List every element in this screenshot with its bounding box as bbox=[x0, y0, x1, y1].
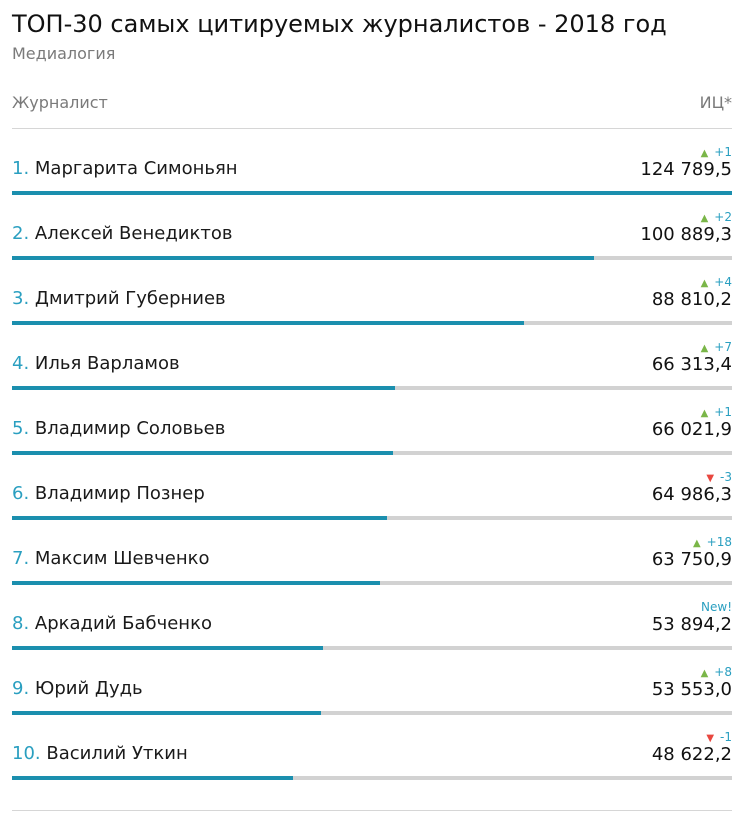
journalist-name: Максим Шевченко bbox=[34, 548, 210, 569]
rank-change-badge bbox=[701, 405, 732, 419]
rank-number: 9. bbox=[12, 678, 35, 699]
journalist-label bbox=[12, 548, 210, 569]
journalist-name: Василий Уткин bbox=[46, 743, 188, 764]
index-value: 88 810,2 bbox=[651, 289, 732, 310]
journalist-label bbox=[12, 743, 188, 764]
journalist-name: Юрий Дудь bbox=[34, 678, 143, 699]
rank-change-badge bbox=[706, 470, 732, 484]
journalist-label bbox=[12, 288, 226, 309]
journalist-label bbox=[12, 418, 225, 439]
chart-subtitle: Медиалогия bbox=[12, 44, 116, 63]
rank-number: 2. bbox=[12, 223, 35, 244]
table-row bbox=[12, 390, 732, 455]
rank-number: 6. bbox=[12, 483, 35, 504]
rank-change-badge bbox=[701, 340, 732, 354]
rank-change-value: +1 bbox=[714, 145, 732, 159]
header-divider bbox=[12, 128, 732, 129]
journalist-name: Маргарита Симоньян bbox=[34, 158, 238, 179]
rank-change-value: +8 bbox=[714, 665, 732, 679]
journalist-label bbox=[12, 613, 212, 634]
triangle-up-icon: ▲ bbox=[700, 148, 709, 159]
index-value: 63 750,9 bbox=[651, 549, 732, 570]
triangle-up-icon: ▲ bbox=[700, 668, 709, 679]
index-value: 53 894,2 bbox=[651, 614, 732, 635]
rank-change-badge bbox=[701, 665, 732, 679]
index-value: 64 986,3 bbox=[651, 484, 732, 505]
rank-number: 8. bbox=[12, 613, 35, 634]
table-row bbox=[12, 520, 732, 585]
bar bbox=[12, 776, 293, 780]
rank-number: 4. bbox=[12, 353, 35, 374]
table-row bbox=[12, 195, 732, 260]
index-value: 100 889,3 bbox=[640, 224, 732, 245]
rank-change-value: +2 bbox=[714, 210, 732, 224]
rank-change-badge bbox=[701, 210, 732, 224]
column-header-journalist: Журналист bbox=[12, 93, 108, 112]
rank-change-value: New! bbox=[701, 600, 732, 614]
table-row bbox=[12, 325, 732, 390]
rank-change-badge bbox=[701, 600, 732, 614]
table-row bbox=[12, 585, 732, 650]
bar-track bbox=[12, 776, 732, 780]
rank-change-value: +1 bbox=[714, 405, 732, 419]
rank-change-value: -3 bbox=[720, 470, 732, 484]
journalist-label bbox=[12, 223, 232, 244]
triangle-up-icon: ▲ bbox=[692, 538, 701, 549]
rank-change-value: -1 bbox=[720, 730, 732, 744]
rank-change-badge bbox=[693, 535, 732, 549]
table-row bbox=[12, 130, 732, 195]
index-value: 124 789,5 bbox=[640, 159, 732, 180]
journalist-name: Владимир Познер bbox=[34, 483, 205, 504]
chart-title: ТОП-30 самых цитируемых журналистов - 2018 год bbox=[12, 10, 667, 38]
rank-number: 1. bbox=[12, 158, 35, 179]
rank-number: 3. bbox=[12, 288, 35, 309]
table-row bbox=[12, 715, 732, 780]
table-row bbox=[12, 260, 732, 325]
journalist-name: Владимир Соловьев bbox=[34, 418, 226, 439]
footer-divider bbox=[12, 810, 732, 811]
journalist-label bbox=[12, 353, 180, 374]
rank-number: 7. bbox=[12, 548, 35, 569]
index-value: 66 313,4 bbox=[651, 354, 732, 375]
rank-change-badge bbox=[706, 730, 732, 744]
journalist-name: Илья Варламов bbox=[34, 353, 180, 374]
rank-change-badge bbox=[701, 145, 732, 159]
table-row bbox=[12, 455, 732, 520]
rank-change-badge bbox=[701, 275, 732, 289]
rank-number: 5. bbox=[12, 418, 35, 439]
ranking-list bbox=[12, 130, 732, 780]
rank-change-value: +4 bbox=[714, 275, 732, 289]
index-value: 53 553,0 bbox=[651, 679, 732, 700]
table-row bbox=[12, 650, 732, 715]
triangle-up-icon: ▲ bbox=[700, 213, 709, 224]
rank-change-value: +7 bbox=[714, 340, 732, 354]
index-value: 66 021,9 bbox=[651, 419, 732, 440]
index-value: 48 622,2 bbox=[651, 744, 732, 765]
triangle-up-icon: ▲ bbox=[700, 278, 709, 289]
journalist-label bbox=[12, 483, 205, 504]
rank-change-value: +18 bbox=[706, 535, 732, 549]
rank-number: 10. bbox=[12, 743, 47, 764]
triangle-down-icon: ▼ bbox=[706, 473, 715, 484]
journalist-label bbox=[12, 158, 238, 179]
journalist-name: Алексей Венедиктов bbox=[34, 223, 233, 244]
journalist-label bbox=[12, 678, 143, 699]
journalist-name: Аркадий Бабченко bbox=[34, 613, 212, 634]
journalist-name: Дмитрий Губерниев bbox=[34, 288, 226, 309]
column-header-index: ИЦ* bbox=[699, 93, 732, 112]
triangle-up-icon: ▲ bbox=[700, 343, 709, 354]
triangle-up-icon: ▲ bbox=[700, 408, 709, 419]
triangle-down-icon: ▼ bbox=[706, 733, 715, 744]
